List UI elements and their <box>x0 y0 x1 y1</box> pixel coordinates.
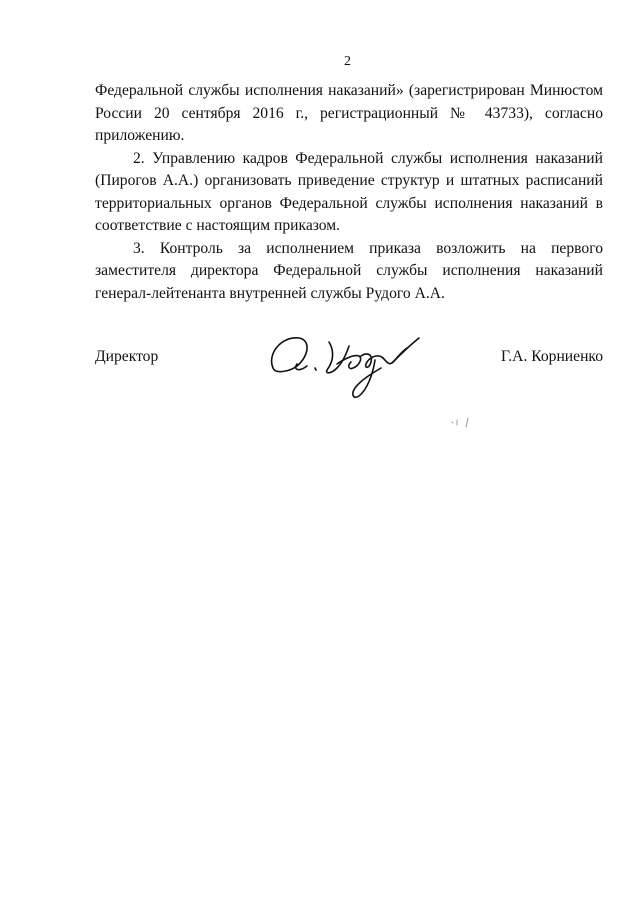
page-number: 2 <box>344 54 351 69</box>
signer-name: Г.А. Корниенко <box>501 348 603 365</box>
paragraph-continuation: Федеральной службы исполнения наказаний» (зарегистрирован Минюстом России 20 сентября 2016 г., регистрационный № 43733), согласно приложению. <box>95 82 603 144</box>
handwritten-signature <box>263 324 453 408</box>
document-body <box>95 80 603 305</box>
paragraph-item-3: 3. Контроль за исполнением приказа возложить на первого заместителя директора Федеральной службы исполнения наказаний генерал-лейтенанта внутренней службы Рудого А.А. <box>95 239 603 302</box>
signature-block <box>95 346 603 426</box>
faint-scan-mark <box>448 414 476 430</box>
paragraph-item-2: 2. Управлению кадров Федеральной службы исполнения наказаний (Пирогов А.А.) организовать приведение структур и штатных расписаний территориальных органов Федеральной службы исполнения наказаний в соответствие с настоящим приказом. <box>95 149 603 234</box>
signer-position: Директор <box>95 348 159 365</box>
